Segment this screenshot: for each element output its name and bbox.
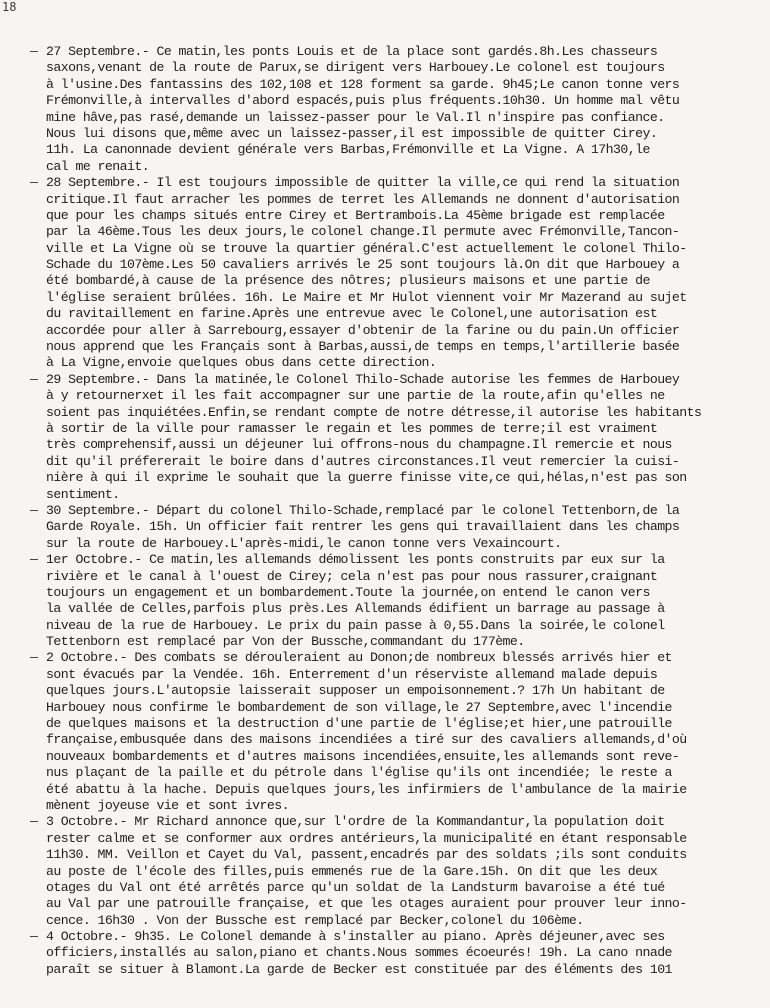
diary-entry [30,814,764,929]
entry-line: 29 Septembre.- Dans la matinée,le Colonel Thilo-Schade autorise les femmes de Harbouey [46,371,680,387]
entry-line: sont évacués par la Vendée. 16h. Enterrement d'un réserviste allemand malade depuis [46,666,658,682]
entry-line: très comprehensif,aussi un déjeuner lui offrons-nous du champagne.Il remercie et nous [46,437,672,453]
diary-entry [30,371,764,503]
entry-line: de quelques maisons et la destruction d'une partie de l'église;et hier,une patrouille [46,716,672,732]
entry-line: Frémonville,à intervalles d'abord espacés,puis plus fréquents.10h30. Un homme mal vêtu [46,93,680,109]
entry-line: sentiment. [46,486,120,502]
entry-line: sur la route de Harbouey.L'après-midi,le canon tonne vers Vexaincourt. [46,535,562,551]
entry-line: française,embusquée dans des maisons incendiées a tiré sur des cavaliers allemands,d'où [46,732,687,748]
entry-dash-mark: — [30,175,38,191]
diary-entry [30,175,764,372]
entry-line: nière à qui il exprime le souhait que la guerre finisse vite,ce qui,hélas,n'est pas son [46,470,687,486]
entry-line: 28 Septembre.- Il est toujours impossible de quitter la ville,ce qui rend la situation [46,175,680,191]
entry-line: Nous lui disons que,même avec un laissez-passer,il est impossible de quitter Cirey. [46,125,658,141]
entry-line: nouveaux bombardements et d'autres maisons incendiées,ensuite,les allemands sont reve- [46,748,680,764]
entry-dash-mark: — [30,929,38,945]
entry-line: mènent joyeuse vie et sont ivres. [46,797,290,813]
entry-line: que pour les champs situés entre Cirey et Bertrambois.La 45ème brigade est remplacée [46,207,665,223]
entry-line: à La Vigne,envoie quelques obus dans cette direction. [46,355,437,371]
diary-entry [30,502,764,552]
entry-line: 27 Septembre.- Ce matin,les ponts Louis et de la place sont gardés.8h.Les chasseurs [46,44,658,59]
entry-line: au Val par une patrouille française, et que les otages auraient pour prouver leur inno- [46,896,687,912]
entry-line: 4 Octobre.- 9h35. Le Colonel demande à s'installer au piano. Après déjeuner,avec ses [46,929,665,945]
entry-line: cence. 16h30 . Von der Bussche est remplacé par Becker,colonel du 106ème. [46,912,584,928]
diary-entries [30,44,764,978]
entry-line: nous apprend que les Français sont à Barbas,aussi,de temps en temps,l'artillerie basée [46,339,680,355]
entry-line: 3 Octobre.- Mr Richard annonce que,sur l'ordre de la Kommandantur,la population doit [46,814,665,830]
entry-line: l'église seraient brûlées. 16h. Le Maire et Mr Hulot viennent voir Mr Mazerand au sujet [46,289,687,305]
entry-line: accordée pour aller à Sarrebourg,essayer d'obtenir de la farine ou du pain.Un officier [46,322,680,338]
entry-line: Harbouey nous confirme le bombardement de son village,le 27 Septembre,avec l'incendie [46,699,672,715]
entry-line: saxons,venant de la route de Parux,se dirigent vers Harbouey.Le colonel est toujours [46,60,665,76]
diary-entry [30,552,764,650]
entry-line: à y retournerxet il les fait accompagner sur une partie de la route,afin qu'elles ne [46,388,665,404]
entry-line: soient pas inquiétées.Enfin,se rendant compte de notre détresse,il autorise les habitants [46,404,702,420]
entry-line: Garde Royale. 15h. Un officier fait rentrer les gens qui travaillaient dans les champs [46,519,680,535]
entry-line: 11h30. MM. Veillon et Cayet du Val, passent,encadrés par des soldats ;ils sont conduits [46,847,687,863]
entry-dash-mark: — [30,44,38,59]
diary-entry [30,650,764,814]
entry-dash-mark: — [30,814,38,830]
entry-dash-mark: — [30,552,38,568]
entry-line: 1er Octobre.- Ce matin,les allemands démolissent les ponts construits par eux sur la [46,552,665,568]
entry-line: par la 46ème.Tous les deux jours,le colonel change.Il permute avec Frémonville,Tancon- [46,224,680,240]
entry-line: du ravitaillement en farine.Après une entrevue avec le Colonel,une autorisation est [46,306,658,322]
entry-line: officiers,installés au salon,piano et chants.Nous sommes écoeurés! 19h. La cano nnade [46,945,672,961]
entry-line: à l'usine.Des fantassins des 102,108 et 128 forment sa garde. 9h45;Le canon tonne vers [46,76,680,92]
entry-line: toujours un engagement et un bombardement.Toute la journée,on entend le canon vers [46,584,650,600]
entry-line: 11h. La canonnade devient générale vers Barbas,Frémonville et La Vigne. A 17h30,le [46,142,650,158]
entry-line: paraît se situer à Blamont.La garde de Becker est constituée par des éléments des 101 [46,961,672,977]
diary-entry [30,929,764,978]
entry-line: été bombardé,à cause de la présence des nôtres; plusieurs maisons et une partie de [46,273,650,289]
entry-line: la vallée de Celles,parfois plus près.Les Allemands édifient un barrage au passage à [46,601,665,617]
entry-line: Schade du 107ème.Les 50 cavaliers arrivés le 25 sont toujours là.On dit que Harbouey a [46,257,680,273]
entry-line: été abattu à la hache. Depuis quelques jours,les infirmiers de l'ambulance de la mairie [46,781,687,797]
entry-line: 2 Octobre.- Des combats se dérouleraient au Donon;de nombreux blessés arrivés hier et [46,650,672,666]
entry-dash-mark: — [30,371,38,387]
entry-line: rivière et le canal à l'ouest de Cirey; cela n'est pas pour nous rassurer,craignant [46,568,658,584]
entry-line: quelques jours.L'autopsie laisserait supposer un empoisonnement.? 17h Un habitant de [46,683,665,699]
entry-line: rester calme et se conformer aux ordres antérieurs,la municipalité en étant responsable [46,830,687,846]
entry-line: dit qu'il préfererait le boire dans d'autres circonstances.Il veut remercier la cuisi- [46,453,680,469]
entry-line: nus plaçant de la paille et du pétrole dans l'église qu'ils ont incendiée; le reste a [46,765,672,781]
entry-line: otages du Val ont été arrêtés parce qu'un soldat de la Landsturm bavaroise a été tué [46,879,665,895]
entry-line: au poste de l'école des filles,puis emmenés rue de la Gare.15h. On dit que les deux [46,863,658,879]
entry-line: à sortir de la ville pour ramasser le regain et les pommes de terre;il est vraiment [46,420,658,436]
entry-line: Tettenborn est remplacé par Von der Bussche,commandant du 177ème. [46,634,525,650]
entry-line: 30 Septembre.- Départ du colonel Thilo-Schade,remplacé par le colonel Tettenborn,de la [46,502,680,518]
diary-entry [30,44,764,175]
entry-line: niveau de la rue de Harbouey. Le prix du pain passe à 0,55.Dans la soirée,le colonel [46,617,665,633]
entry-line: mine hâve,pas rasé,demande un laissez-passer pour le Val.Il n'inspire pas confiance. [46,109,665,125]
entry-line: critique.Il faut arracher les pommes de terret les Allemands ne donnent d'autorisation [46,191,680,207]
entry-line: cal me renait. [46,158,150,174]
entry-dash-mark: — [30,502,38,518]
page-number: 18 [2,0,17,14]
entry-line: ville et La Vigne où se trouve la quartier général.C'est actuellement le colonel Thilo- [46,240,687,256]
entry-dash-mark: — [30,650,38,666]
